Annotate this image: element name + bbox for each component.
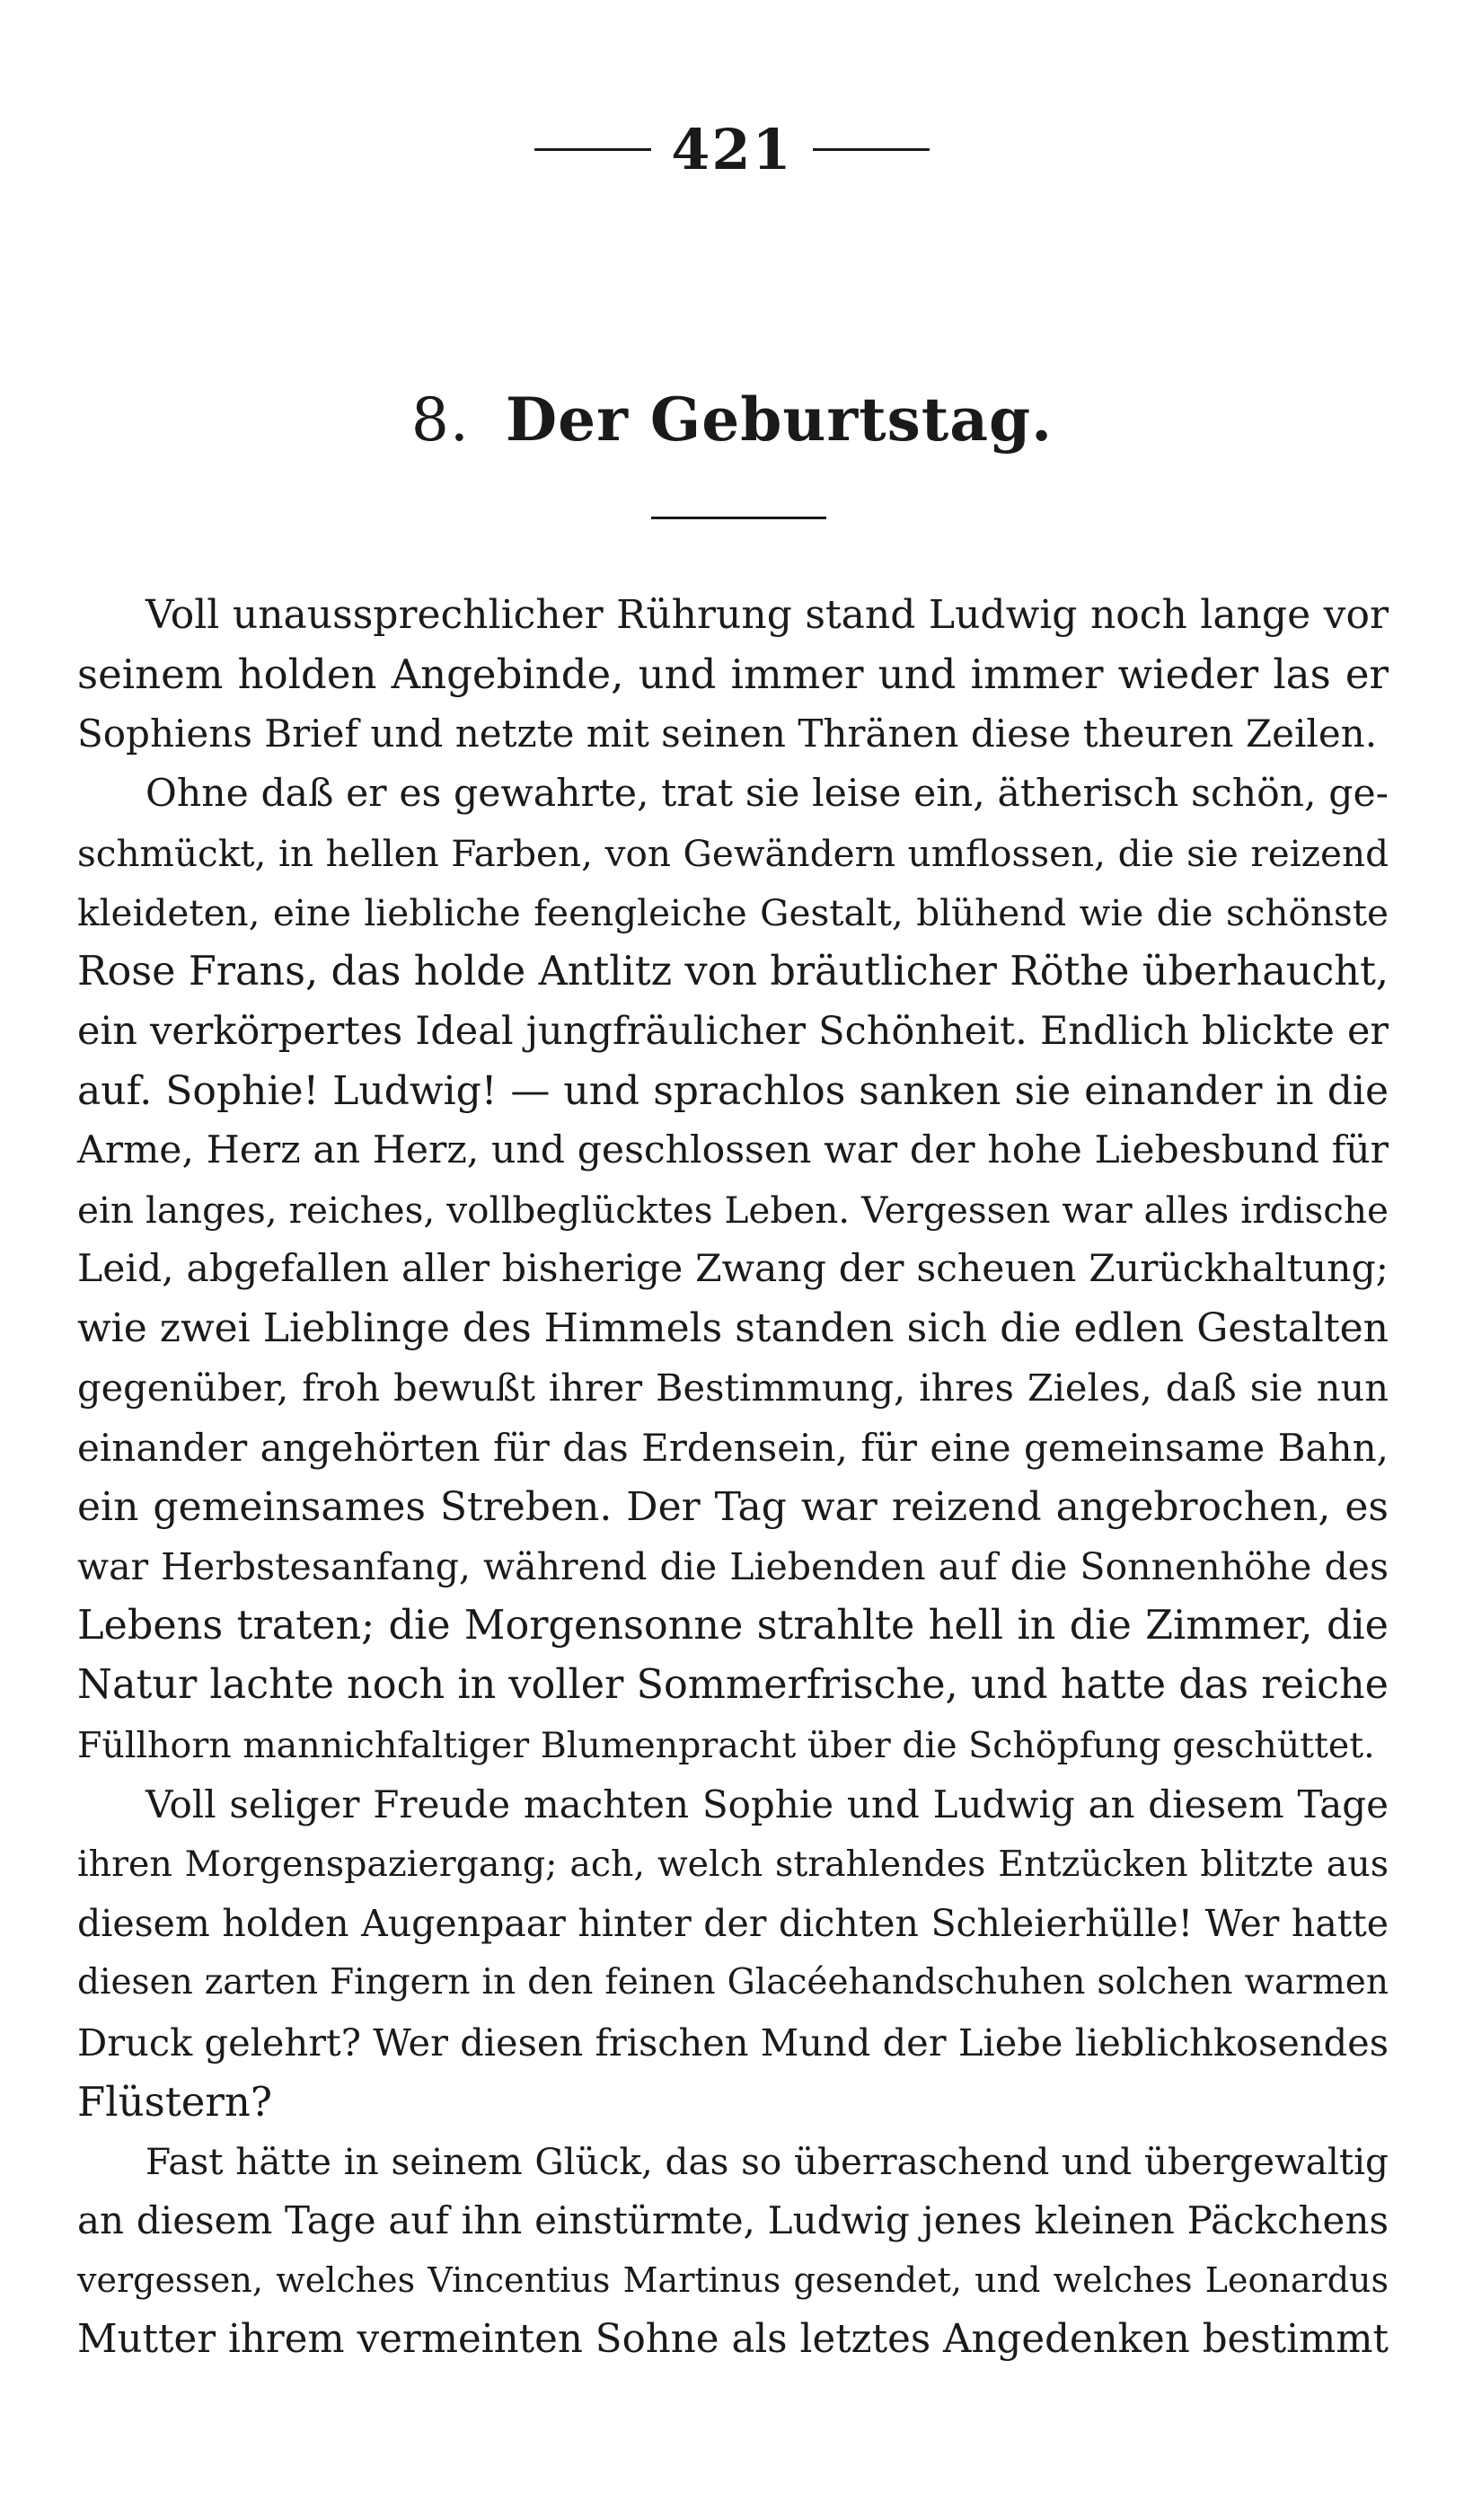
text-line: Leid, abgefallen aller bisherige Zwang der scheuen Zurückhaltung; [77,1247,1389,1292]
text-line: Natur lachte noch in voller Sommerfrische, und hatte das reiche [77,1662,1389,1709]
text-line: schmückt, in hellen Farben, von Gewändern umflossen, die sie reizend [77,831,1389,875]
text-line: diesen zarten Fingern in den feinen Glacéehandschuhen solchen warmen [77,1962,1389,2003]
text-line: ihren Morgenspaziergang; ach, welch strahlendes Entzücken blitzte aus [77,1843,1389,1885]
chapter-title: Der Geburtstag. [505,385,1054,455]
text-line: ein langes, reiches, vollbeglücktes Leben. Vergessen war alles irdische [77,1188,1389,1232]
text-line: Sophiens Brief und netzte mit seinen Thränen diese theuren Zeilen. [77,712,1378,756]
text-line: auf. Sophie! Ludwig! — und sprachlos sanken sie einander in die [77,1067,1389,1114]
text-line: gegenüber, froh bewußt ihrer Bestimmung, ihres Zieles, daß sie nun [77,1366,1389,1410]
text-line: Voll seliger Freude machten Sophie und Ludwig an diesem Tage [146,1782,1389,1826]
text-line: Rose Frans, das holde Antlitz von bräutlicher Röthe überhaucht, [77,949,1389,995]
text-line: seinem holden Angebinde, und immer und immer wieder las er [77,650,1389,699]
body-text [77,586,1389,2370]
page-number: 421 [671,117,793,182]
header-rule-right [813,148,930,151]
header-rule-left [534,148,651,151]
text-line: Fast hätte in seinem Glück, das so überraschend und übergewaltig [146,2139,1389,2183]
chapter-divider [651,517,826,519]
text-line: Voll unaussprechlicher Rührung stand Ludwig noch lange vor [146,592,1389,638]
text-line: Mutter ihrem vermeinten Sohne als letztes Angedenken bestimmt [77,2317,1389,2363]
text-line: Ohne daß er es gewahrte, trat sie leise ein, ätherisch schön, ge- [146,771,1389,816]
text-line: kleideten, eine liebliche feengleiche Gestalt, blühend wie die schönste [77,890,1389,934]
text-line: Lebens traten; die Morgensonne strahlte hell in die Zimmer, die [77,1603,1389,1649]
text-line: Arme, Herz an Herz, und geschlossen war der hohe Liebesbund für [77,1127,1389,1172]
text-line: wie zwei Lieblinge des Himmels standen sich die edlen Gestalten [77,1305,1389,1352]
chapter-heading [0,385,1464,455]
text-line: ein verkörpertes Ideal jungfräulicher Schönheit. Endlich blickte er [77,1009,1389,1055]
text-line: Druck gelehrt? Wer diesen frischen Mund der Liebe lieblichkosendes [77,2020,1389,2065]
text-line: ein gemeinsames Streben. Der Tag war reizend angebrochen, es [77,1483,1389,1530]
text-line: vergessen, welches Vincentius Martinus gesendet, und welches Leonardus [77,2260,1389,2301]
text-line: an diesem Tage auf ihn einstürmte, Ludwig jenes kleinen Päckchens [77,2198,1389,2243]
text-line: diesem holden Augenpaar hinter der dichten Schleierhülle! Wer hatte [77,1902,1389,1946]
text-line: war Herbstesanfang, während die Liebenden auf die Sonnenhöhe des [77,1545,1389,1588]
text-line: Flüstern? [77,2077,273,2126]
text-line: einander angehörten für das Erdensein, für eine gemeinsame Bahn, [77,1425,1389,1470]
chapter-number: 8. [410,385,470,455]
page-header [0,117,1464,182]
text-line: Füllhorn mannichfaltiger Blumenpracht über die Schöpfung geschüttet. [77,1724,1375,1766]
